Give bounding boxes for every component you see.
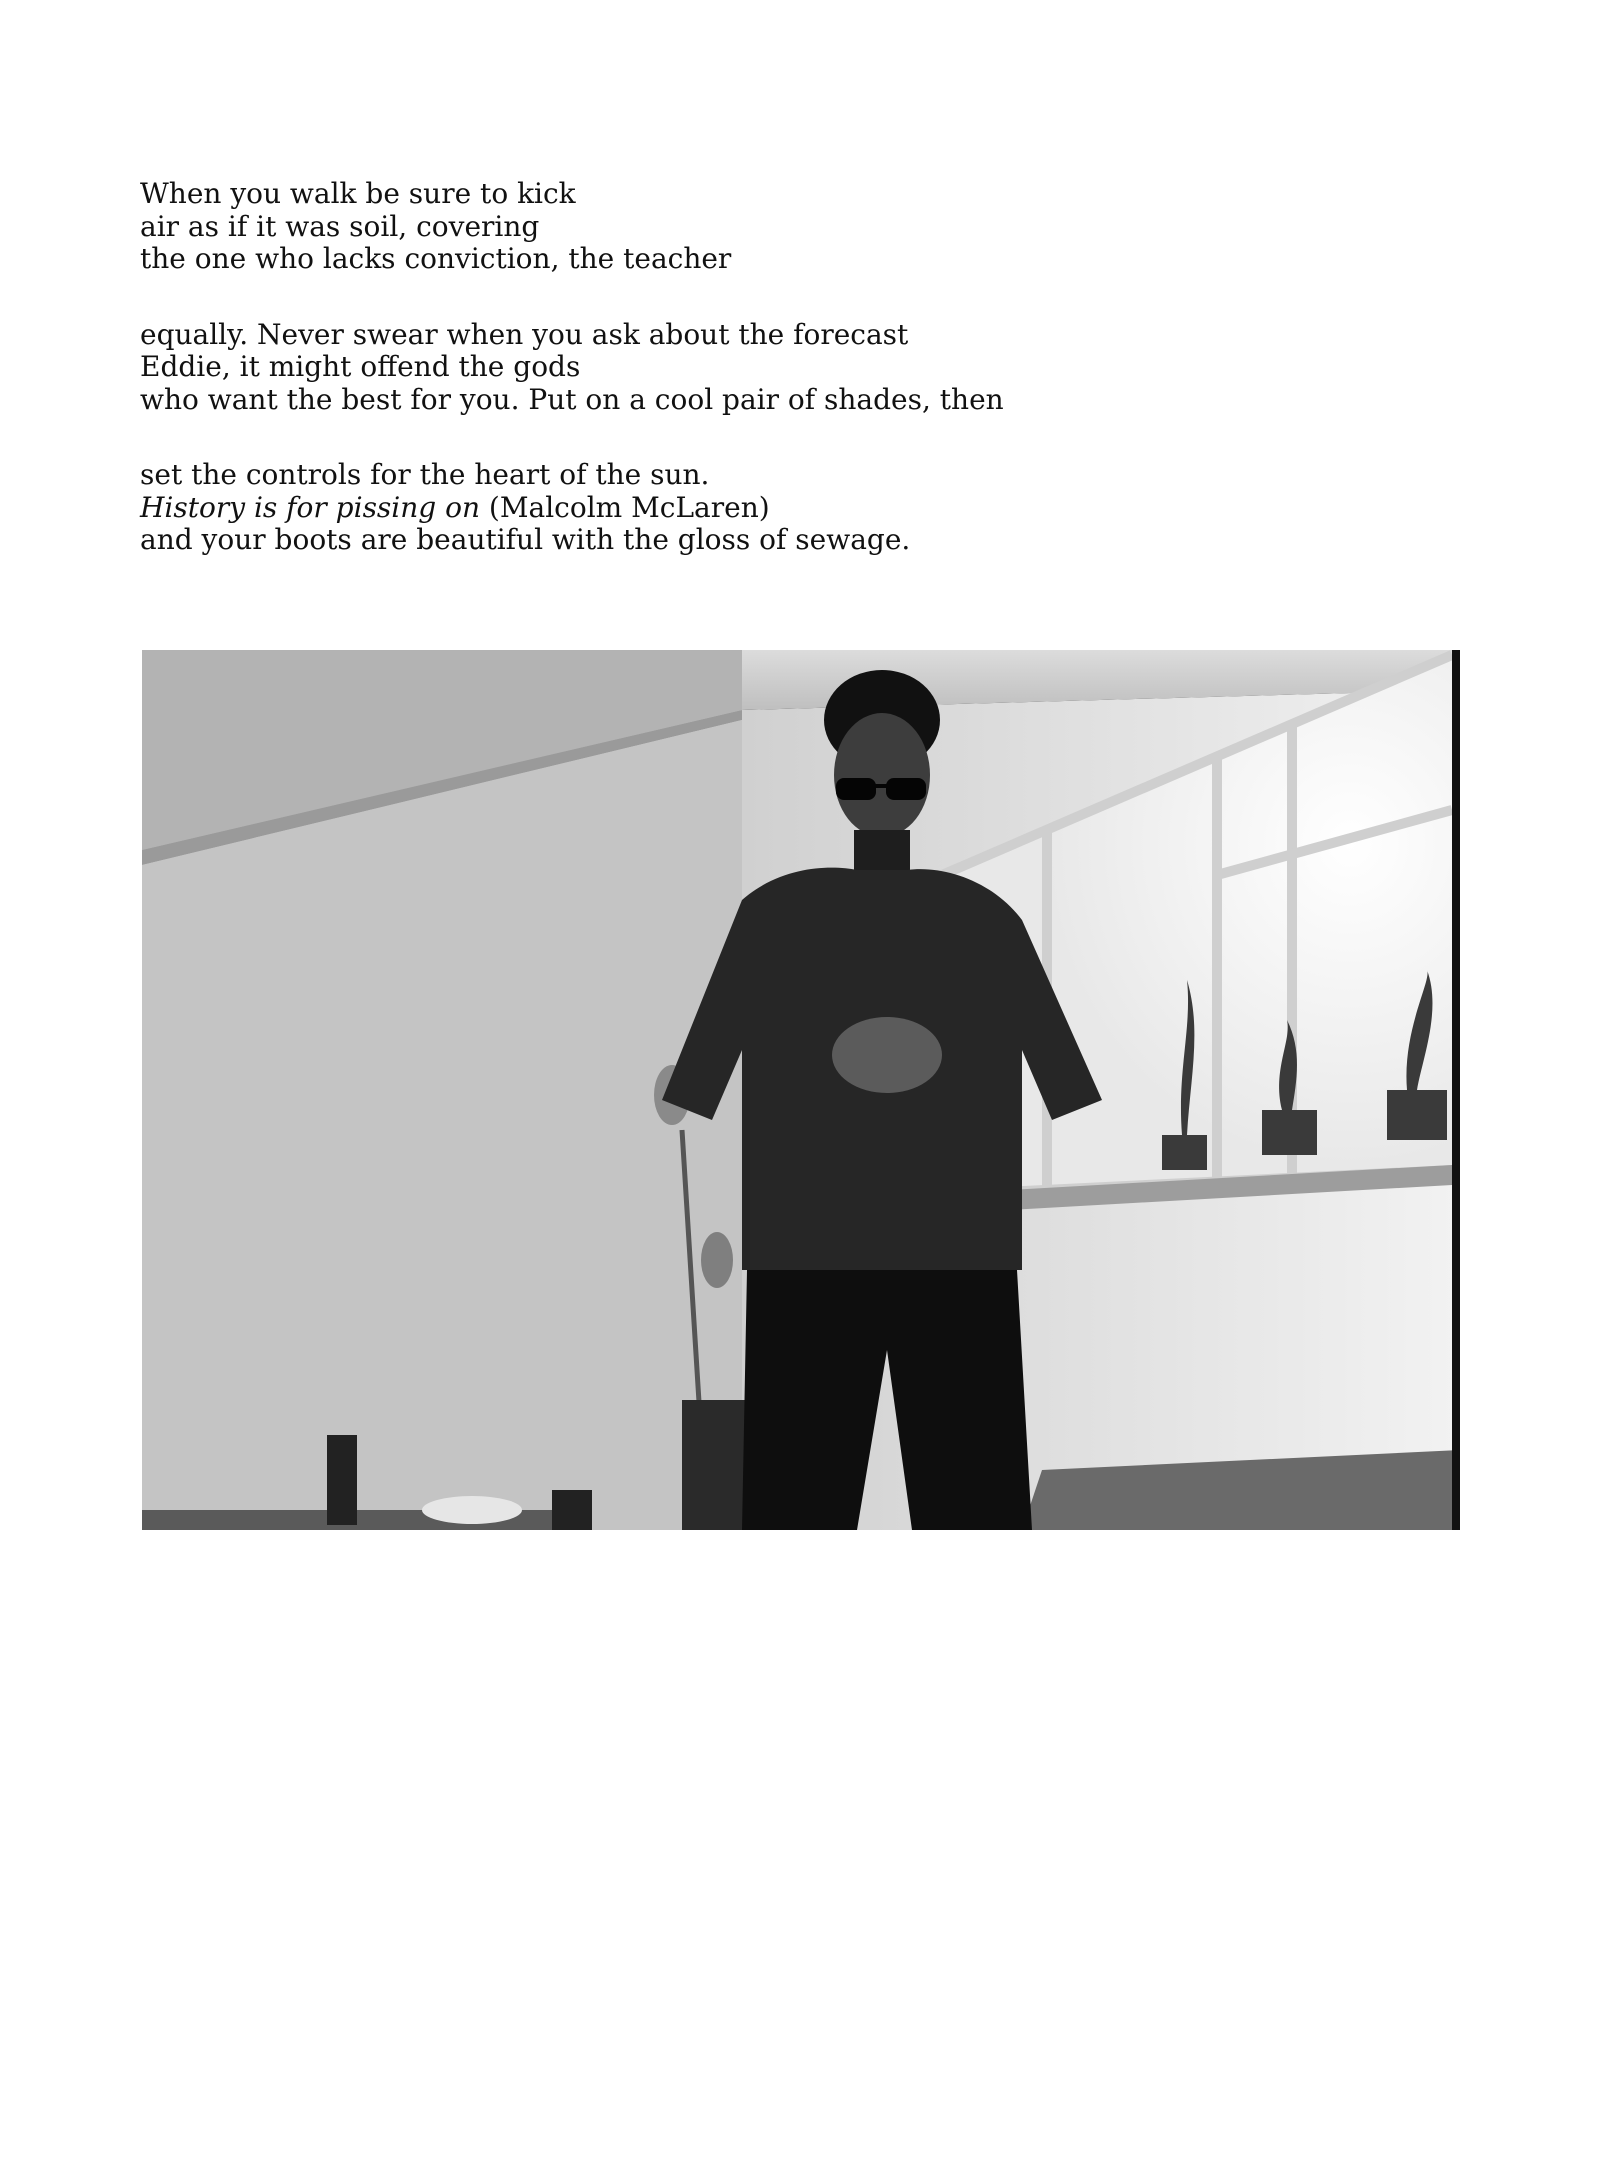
photograph xyxy=(142,650,1460,1530)
stanza-3 xyxy=(140,459,1440,557)
poem-line: who want the best for you. Put on a cool pair of shades, then xyxy=(140,382,1004,416)
quote-italic: History is for pissing on xyxy=(140,490,481,524)
poem-quote-line xyxy=(140,492,1440,525)
poem-line: and your boots are beautiful with the gloss of sewage. xyxy=(140,523,911,556)
poem-line: the one who lacks conviction, the teacher xyxy=(140,242,732,275)
quote-attribution: (Malcolm McLaren) xyxy=(480,490,770,524)
poem xyxy=(140,178,1440,600)
poem-line: set the controls for the heart of the sun. xyxy=(140,458,710,491)
poem-line: Eddie, it might offend the gods xyxy=(140,350,581,383)
poem-line: air as if it was soil, covering xyxy=(140,209,540,243)
poem-line: When you walk be sure to kick xyxy=(140,177,576,210)
stanza-2 xyxy=(140,319,1440,417)
photo-edge xyxy=(1452,650,1460,1530)
stanza-1 xyxy=(140,178,1440,276)
photo-illustration xyxy=(142,650,1460,1530)
poem-line: equally. Never swear when you ask about the forecast xyxy=(140,317,909,351)
